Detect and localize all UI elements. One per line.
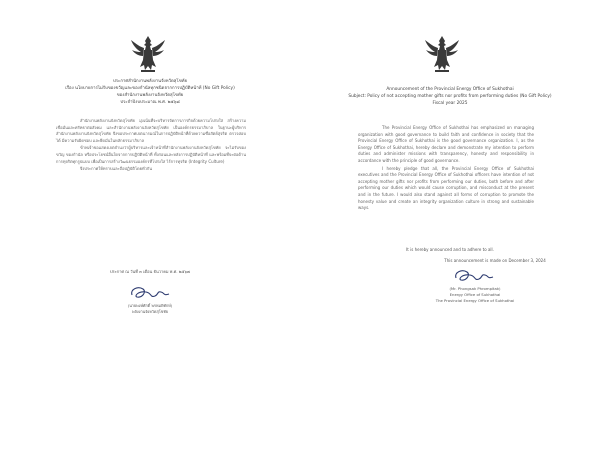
document-body: [56, 118, 246, 174]
english-announcement-page: [300, 0, 600, 450]
announcement-date: This announcement is made on December 3, 2024: [444, 258, 546, 263]
header-fiscal-year: Fiscal year 2025: [432, 101, 468, 106]
signer-title: Energy Office of Sukhothai: [449, 292, 501, 297]
body-paragraph: I hereby pledge that all, the Provincial Energy Office of Sukhothai executives and the Provincial Energy Office of Sukhothai officers have intention of not accepting mother gifts nor profits from performing our duties, both before and after performing our duties which would cause corruption, and misconduct at the present and in the future. I would also stand against all forms of corruption to promote the honesty value and create an integrity organization culture in strong and sustainable ways.: [358, 165, 534, 211]
header-title: ประกาศสำนักงานพลังงานจังหวัดสุโขทัย: [113, 79, 187, 84]
header-subject: Subject: Policy of not accepting mother gifts nor profits from performing duties (No Gift Policy): [348, 94, 552, 99]
announcement-date: ประกาศ ณ วันที่ ๓ เดือน ธันวาคม พ.ศ. ๒๕๖๗: [109, 269, 191, 274]
document-header: [300, 86, 600, 107]
document-header: [0, 78, 300, 106]
signature-icon: [452, 266, 496, 286]
header-subject: เรื่อง นโยบายการไม่รับของขวัญและของกำนัลทุกชนิดจากการปฏิบัติหน้าที่ (No Gift Policy): [65, 86, 235, 91]
signature-icon: [128, 283, 172, 303]
announce-line: จึงประกาศให้ทราบและถือปฏิบัติโดยทั่วกัน: [80, 166, 152, 172]
document-body: [358, 125, 534, 213]
body-paragraph: สำนักงานพลังงานจังหวัดสุโขทัย มุ่งเน้นที่จะบริหารจัดการภารกิจด้วยความโปร่งใส สร้างความเชื่อมั่นและศรัทธาต่อสังคม และสำนักงานพลังงานจังหวัดสุโขทัย เป็นองค์กรธรรมาภิบาล ในฐานะผู้บริหารสำนักงานพลังงานจังหวัดสุโขทัย จึงขอประกาศเจตนารมณ์ในการปฏิบัติหน้าที่ด้วยความซื่อสัตย์สุจริต ตรวจสอบได้ มีความรับผิดชอบ และยึดมั่นในหลักธรรมาภิบาล: [56, 118, 246, 143]
signer-name: (Mr. Phongsak Phrompitak): [449, 286, 501, 291]
signer-name: (นายพงษ์ศักดิ์ พรหมพิทักษ์): [127, 303, 173, 308]
signer-block: [0, 303, 300, 315]
garuda-emblem-icon: [129, 34, 167, 74]
header-fiscal-year: ประจำปีงบประมาณ พ.ศ. ๒๕๖๘: [120, 100, 180, 105]
header-title: Announcement of the Provincial Energy Office of Sukhothai: [386, 87, 514, 92]
signer-organization: The Provincial Energy Office of Sukhothai: [435, 298, 515, 303]
garuda-emblem-icon: [423, 34, 461, 74]
body-paragraph: The Provincial Energy Office of Sukhothai has emphasized on managing organization with good governance to build faith and confidence in society that the Provincial Energy Office of Sukhothai is the good governance organization. I, as the Energy Office of Sukhothai, hereby declare and demonstrate my intention to perform duties and administer missions with transparency, honesty and responsibility in accordance with the principle of good governance.: [358, 125, 534, 163]
announce-line: It is hereby announced and to adhere to all.: [406, 247, 494, 252]
signer-title: พลังงานจังหวัดสุโขทัย: [131, 309, 169, 314]
signer-block: [390, 286, 560, 304]
body-paragraph: ข้าพเจ้าขอแสดงเจตจำนงว่าผู้บริหารและเจ้าหน้าที่สำนักงานพลังงานจังหวัดสุโขทัย จะไม่รับของขวัญ ของกำนัล หรือประโยชน์อื่นใดจากการปฏิบัติหน้าที่ ทั้งก่อนและหลังการปฏิบัติหน้าที่ และพร้อมที่จะต่อต้านการทุจริตทุกรูปแบบ เพื่อเป็นการสร้างวัฒนธรรมองค์กรที่โปร่งใส ไร้การทุจริต (Integrity Culture): [56, 145, 246, 164]
header-organization: ของสำนักงานพลังงานจังหวัดสุโขทัย: [116, 93, 184, 98]
